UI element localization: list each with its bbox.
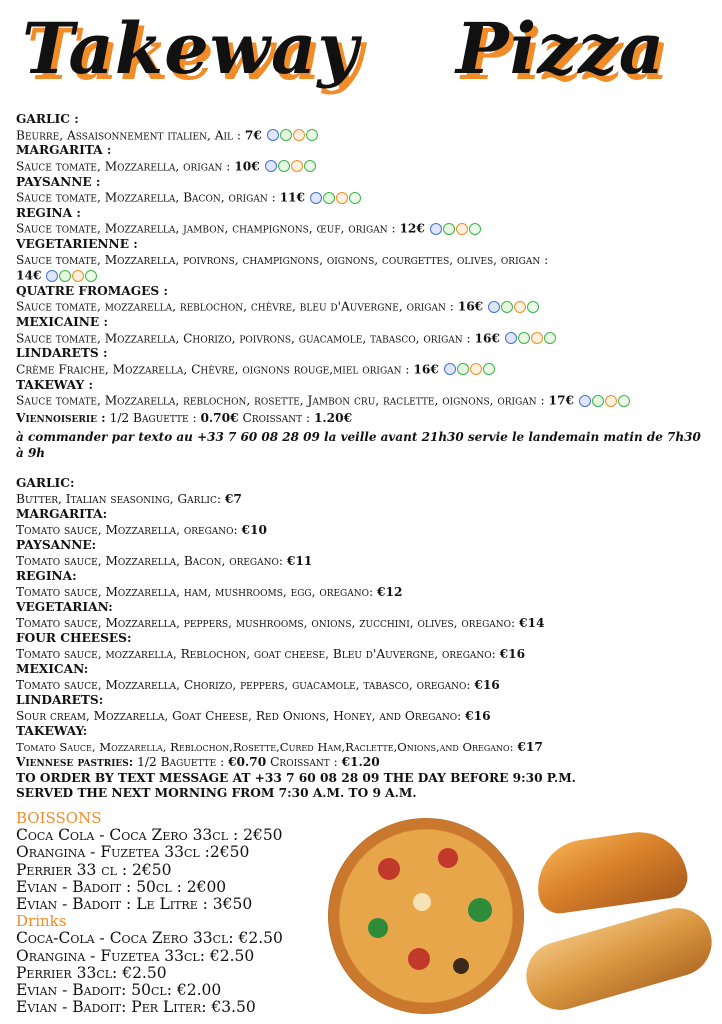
wheat-icon xyxy=(514,301,526,313)
baguette-image xyxy=(518,900,719,1018)
menu-item xyxy=(16,237,576,284)
item-desc: Sauce tomate, Mozzarella, Bacon, origan : xyxy=(16,190,276,205)
item-price: 16€ xyxy=(413,362,439,376)
menu-item xyxy=(16,724,716,755)
baguette-price: 0.70€ xyxy=(200,410,239,425)
english-menu xyxy=(16,476,716,802)
item-price: €16 xyxy=(499,646,526,661)
item-name: TAKEWAY: xyxy=(16,724,88,738)
item-name: MARGARITA : xyxy=(16,143,112,158)
baguette-label: 1/2 Baguette : xyxy=(137,755,225,769)
allergen-icons xyxy=(429,221,481,237)
gluten-icon xyxy=(457,363,469,375)
wheat-icon xyxy=(456,223,468,235)
item-name: PAYSANNE : xyxy=(16,174,101,189)
item-desc: Tomato sauce, Mozzarella, peppers, mushrooms, onions, zucchini, olives, oregano: xyxy=(16,615,516,630)
item-desc: Tomato sauce, Mozzarella, ham, mushrooms, egg, oregano: xyxy=(16,584,374,599)
title-takeway: Takeway xyxy=(22,7,360,90)
gluten-icon xyxy=(443,223,455,235)
item-name: REGINA : xyxy=(16,205,81,220)
item-desc: Beurre, Assaisonnement italien, Ail : xyxy=(16,127,242,142)
item-desc: Crème Fraiche, Mozzarella, Chèvre, oignons rouge,miel origan : xyxy=(16,362,410,376)
item-price: €17 xyxy=(517,739,543,754)
drinks-section xyxy=(16,810,283,1016)
item-price: €14 xyxy=(519,615,545,630)
wheat-icon xyxy=(291,160,303,172)
item-desc: Butter, Italian seasoning, Garlic: xyxy=(16,491,221,506)
gluten-icon xyxy=(518,332,530,344)
leaf-icon xyxy=(469,223,481,235)
allergen-icons xyxy=(45,268,97,284)
gluten-icon xyxy=(592,395,604,407)
item-name: LINDARETS: xyxy=(16,693,104,707)
item-desc: Tomato sauce, Mozzarella, oregano: xyxy=(16,522,238,537)
wheat-icon xyxy=(531,332,543,344)
pastries-line xyxy=(16,755,716,771)
leaf-icon xyxy=(349,192,361,204)
item-price: €16 xyxy=(474,677,500,692)
item-price: 12€ xyxy=(399,221,425,236)
viennoiserie-line xyxy=(16,411,712,427)
item-price: 17€ xyxy=(548,393,574,408)
menu-item xyxy=(16,507,716,538)
leaf-icon xyxy=(544,332,556,344)
item-name: FOUR CHEESES: xyxy=(16,631,132,645)
menu-item xyxy=(16,569,716,600)
leaf-icon xyxy=(618,395,630,407)
item-name: MEXICAN: xyxy=(16,662,89,676)
allergen-icons xyxy=(264,159,316,175)
item-name: REGINA: xyxy=(16,569,77,583)
item-price: €12 xyxy=(376,584,403,599)
item-price: €10 xyxy=(241,522,267,537)
drink-item: Evian - Badoit : 50cl : 2€00 xyxy=(16,877,227,896)
menu-item xyxy=(16,538,716,569)
menu-item xyxy=(16,600,716,631)
item-price: €11 xyxy=(286,553,313,568)
menu-item xyxy=(16,315,712,346)
menu-item xyxy=(16,662,716,693)
drink-item: Evian - Badoit: Per Liter: €3.50 xyxy=(16,998,256,1017)
item-price: 16€ xyxy=(474,330,500,345)
item-price: 14€ xyxy=(16,268,42,283)
croissant-image xyxy=(532,826,690,916)
croissant-label: Croissant : xyxy=(242,410,311,425)
french-menu xyxy=(16,112,712,461)
title-pizza: Pizza xyxy=(456,7,666,90)
menu-item xyxy=(16,112,712,143)
item-desc: Sour cream, Mozzarella, Goat Cheese, Red Onions, Honey, and Oregano: xyxy=(16,708,462,723)
item-price: 11€ xyxy=(279,190,306,205)
milk-icon xyxy=(430,223,442,235)
menu-item xyxy=(16,175,712,206)
item-name: MEXICAINE : xyxy=(16,315,108,329)
wheat-icon xyxy=(605,395,617,407)
menu-item xyxy=(16,631,716,662)
baguette-label: 1/2 Baguette : xyxy=(109,410,197,425)
item-price: 10€ xyxy=(234,159,260,173)
gluten-icon xyxy=(323,192,335,204)
item-name: QUATRE FROMAGES : xyxy=(16,283,168,298)
allergen-icons xyxy=(487,299,539,315)
item-desc: Tomato Sauce, Mozzarella, Reblochon,Rosette,Cured Ham,Raclette,Onions,and Oregano: xyxy=(16,739,514,754)
order-note: à commander par texto au +33 7 60 08 28 09 la veille avant 21h30 servie le landemain matin de 7h30 à 9h xyxy=(16,430,701,460)
gluten-icon xyxy=(278,160,290,172)
item-name: VEGETARIENNE : xyxy=(16,237,138,251)
menu-item xyxy=(16,143,712,174)
item-price: €7 xyxy=(224,491,242,506)
drink-item: Orangina - Fuzetea 33cl :2€50 xyxy=(16,843,250,862)
menu-item xyxy=(16,476,716,507)
milk-icon xyxy=(310,192,322,204)
viennoiserie-label: Viennoiserie : xyxy=(16,410,106,425)
item-name: PAYSANNE: xyxy=(16,538,97,552)
order-line-2: SERVED THE NEXT MORNING FROM 7:30 A.M. TO 9 A.M. xyxy=(16,786,417,800)
item-name: GARLIC : xyxy=(16,112,79,126)
milk-icon xyxy=(46,270,58,282)
item-desc: Tomato sauce, mozzarella, Reblochon, goat cheese, Bleu d'Auvergne, oregano: xyxy=(16,646,496,661)
pastries-label: Viennese pastries: xyxy=(16,755,134,769)
leaf-icon xyxy=(85,270,97,282)
allergen-icons xyxy=(504,331,556,347)
gluten-icon xyxy=(59,270,71,282)
order-line-1: TO ORDER BY TEXT MESSAGE AT +33 7 60 08 28 09 THE DAY BEFORE 9:30 P.M. xyxy=(16,770,576,785)
item-name: MARGARITA: xyxy=(16,507,108,521)
item-price: €16 xyxy=(465,708,491,723)
milk-icon xyxy=(267,129,279,141)
item-desc: Sauce tomate, Mozzarella, reblochon, rosette, Jambon cru, raclette, oignons, origan : xyxy=(16,393,545,408)
menu-item xyxy=(16,284,712,315)
milk-icon xyxy=(265,160,277,172)
item-name: LINDARETS : xyxy=(16,346,108,361)
baguette-price: €0.70 xyxy=(228,755,267,769)
menu-item xyxy=(16,693,716,724)
wheat-icon xyxy=(72,270,84,282)
drink-item: Coca-Cola - Coca Zero 33cl: €2.50 xyxy=(16,929,283,948)
leaf-icon xyxy=(306,129,318,141)
gluten-icon xyxy=(280,129,292,141)
item-price: 16€ xyxy=(457,299,484,314)
wheat-icon xyxy=(293,129,305,141)
milk-icon xyxy=(505,332,517,344)
gluten-icon xyxy=(501,301,513,313)
item-desc: Sauce tomate, Mozzarella, Chorizo, poivrons, guacamole, tabasco, origan : xyxy=(16,330,471,345)
item-desc: Tomato sauce, Mozzarella, Chorizo, peppers, guacamole, tabasco, oregano: xyxy=(16,677,471,692)
item-desc: Tomato sauce, Mozzarella, Bacon, oregano: xyxy=(16,553,283,568)
wheat-icon xyxy=(336,192,348,204)
leaf-icon xyxy=(527,301,539,313)
drink-item: Evian - Badoit: 50cl: €2.00 xyxy=(16,981,222,1000)
allergen-icons xyxy=(266,128,318,144)
drink-item: Perrier 33 cl : 2€50 xyxy=(16,860,172,879)
milk-icon xyxy=(579,395,591,407)
drink-item: Perrier 33cl: €2.50 xyxy=(16,963,167,982)
item-name: VEGETARIAN: xyxy=(16,600,113,614)
boissons-heading: BOISSONS xyxy=(16,809,102,827)
item-price: 7€ xyxy=(244,127,262,142)
croissant-label: Croissant : xyxy=(270,755,338,769)
item-desc: Sauce tomate, Mozzarella, origan : xyxy=(16,159,231,173)
croissant-price: €1.20 xyxy=(341,755,380,769)
leaf-icon xyxy=(483,363,495,375)
leaf-icon xyxy=(304,160,316,172)
menu-item xyxy=(16,378,712,409)
allergen-icons xyxy=(309,190,361,206)
item-desc: Sauce tomate, mozzarella, reblochon, chèvre, bleu d'Auvergne, origan : xyxy=(16,299,454,314)
allergen-icons xyxy=(578,393,630,409)
drink-item: Orangina - Fuzetea 33cl: €2.50 xyxy=(16,946,255,965)
drink-item: Evian - Badoit : Le Litre : 3€50 xyxy=(16,895,253,914)
milk-icon xyxy=(444,363,456,375)
menu-item xyxy=(16,206,712,237)
drink-item: Coca Cola - Coca Zero 33cl : 2€50 xyxy=(16,826,283,845)
wheat-icon xyxy=(470,363,482,375)
pizza-image xyxy=(328,818,524,1014)
item-name: GARLIC: xyxy=(16,476,75,490)
allergen-icons xyxy=(443,362,495,378)
croissant-price: 1.20€ xyxy=(313,410,353,425)
item-desc: Sauce tomate, Mozzarella, jambon, champignons, œuf, origan : xyxy=(16,221,396,236)
milk-icon xyxy=(488,301,500,313)
item-desc: Sauce tomate, Mozzarella, poivrons, champignons, oignons, courgettes, olives, origan : xyxy=(16,252,549,267)
item-name: TAKEWAY : xyxy=(16,377,93,392)
menu-item xyxy=(16,346,712,377)
drinks-heading: Drinks xyxy=(16,912,67,931)
